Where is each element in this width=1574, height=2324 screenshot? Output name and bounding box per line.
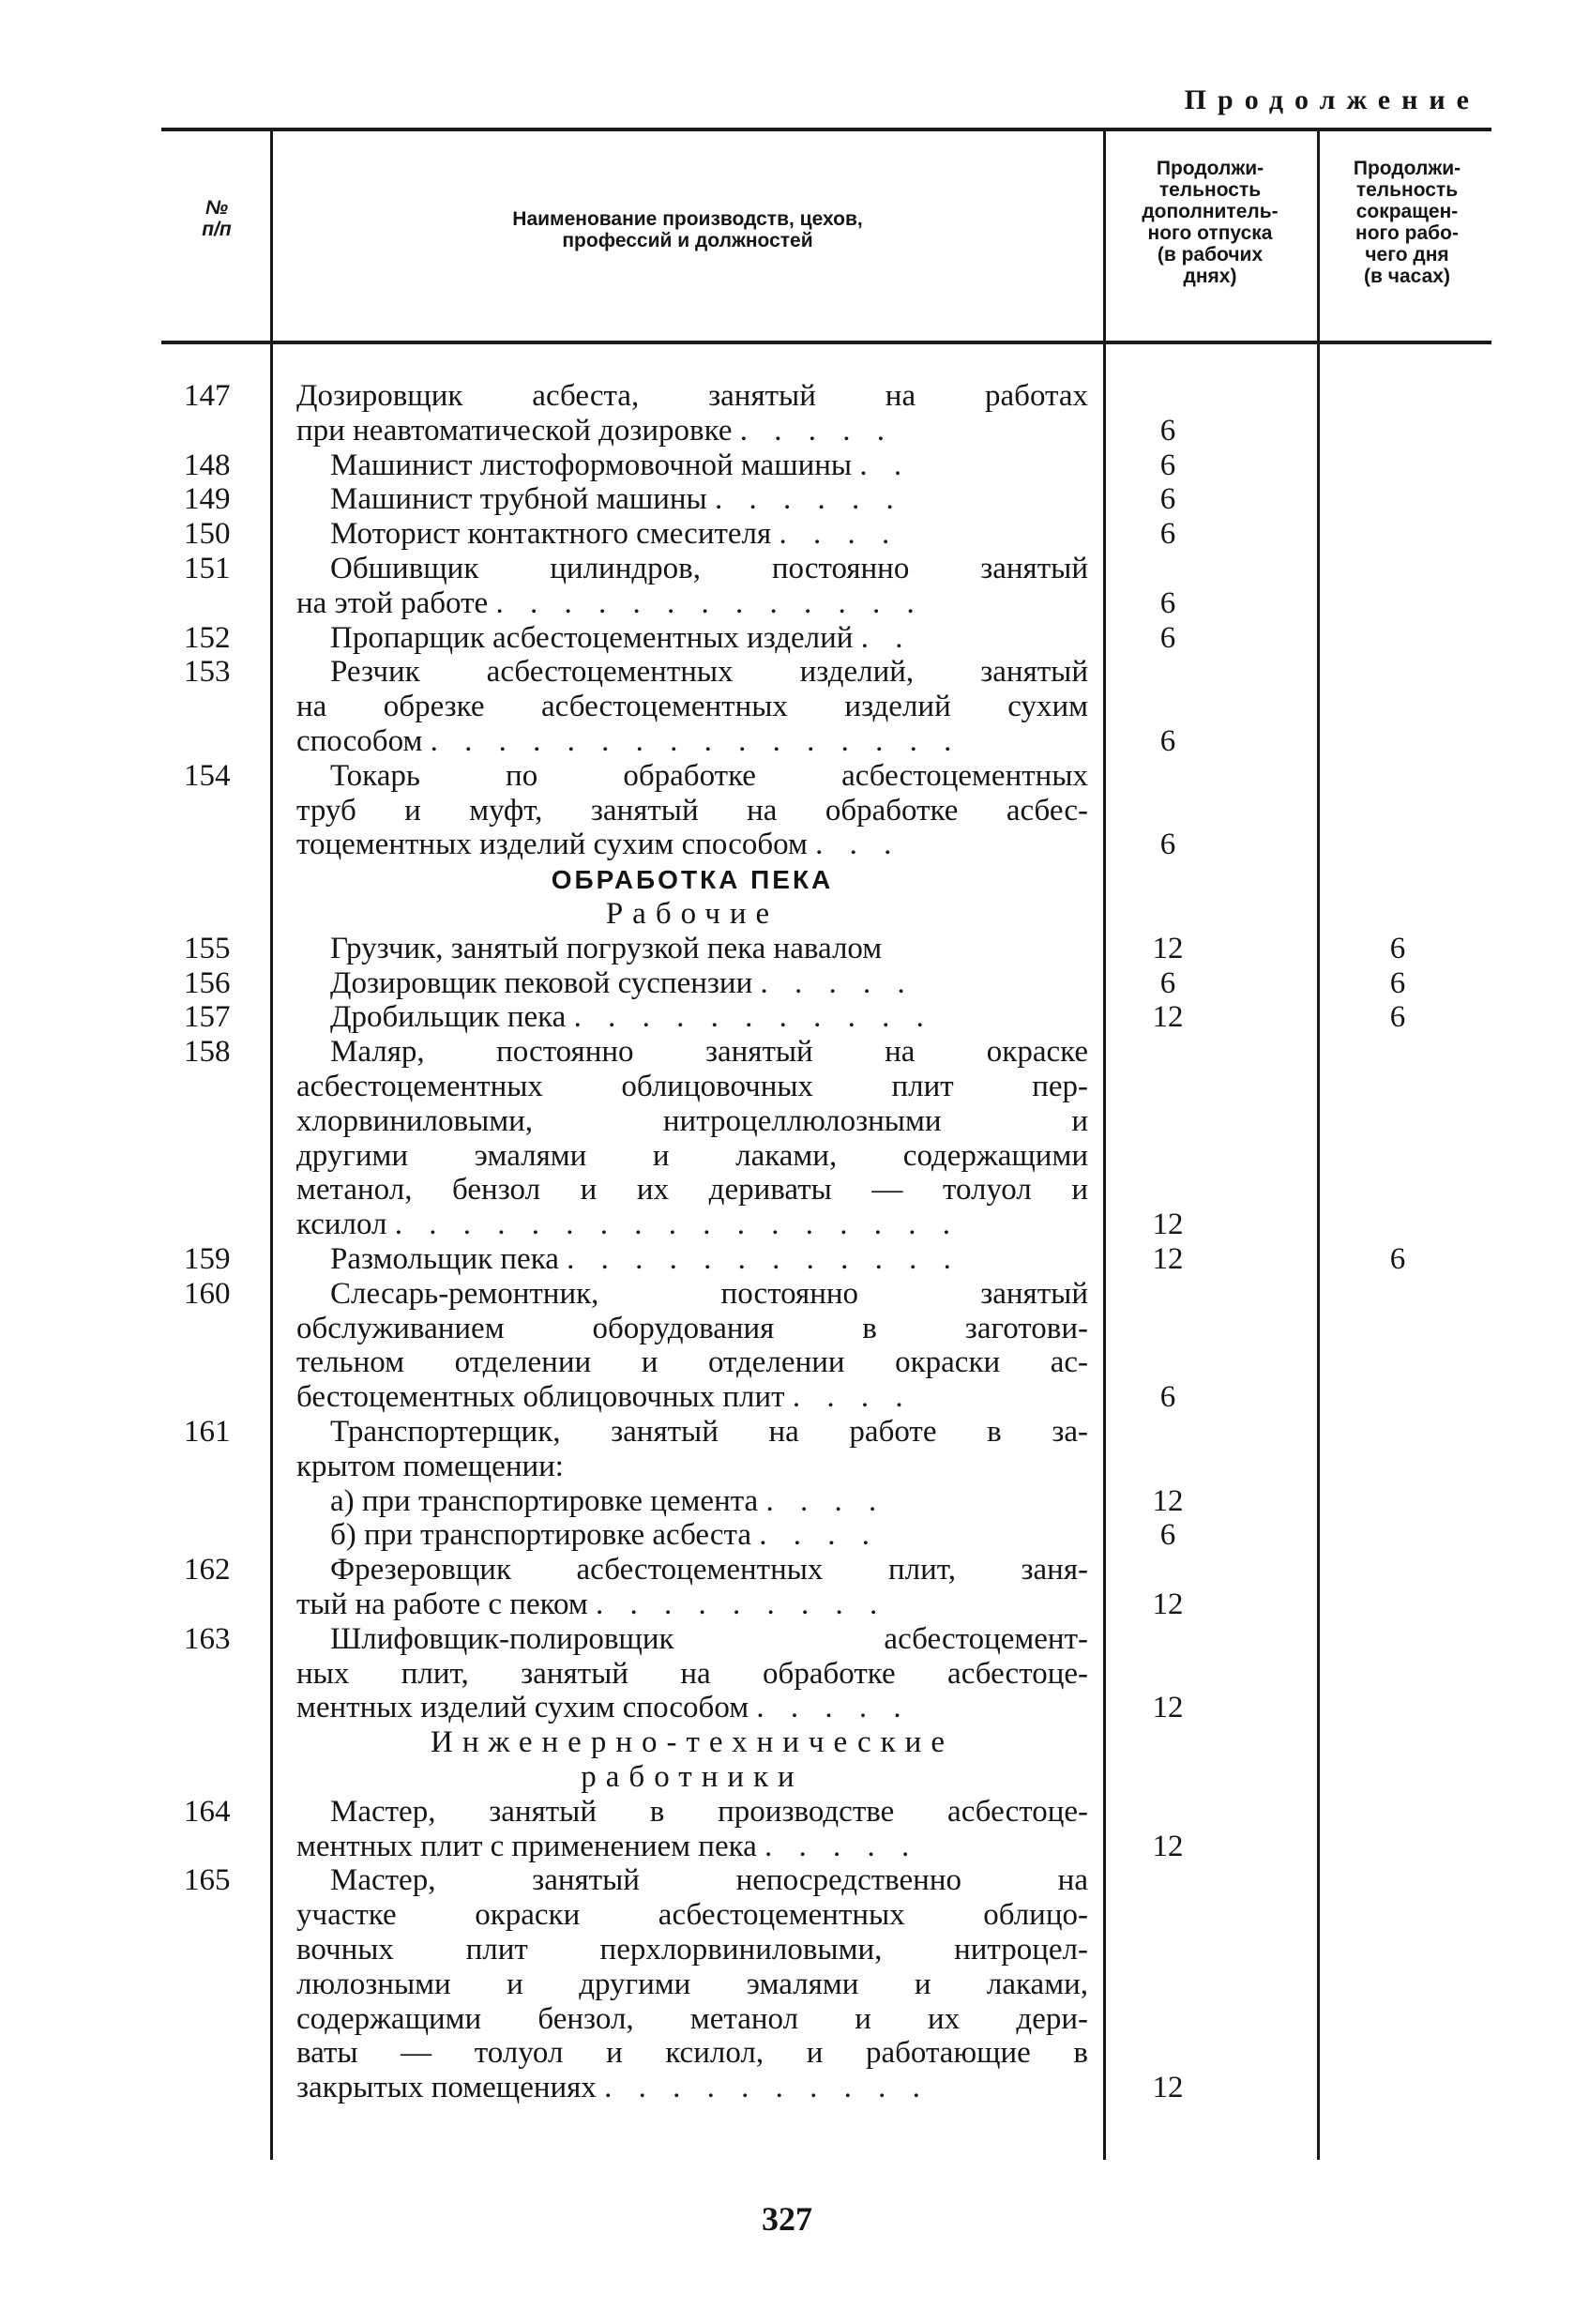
leader-dots: . . . . . . . . . .	[604, 2071, 930, 2104]
item-number: 158	[184, 1035, 231, 1069]
leave-days-value: 6	[1159, 414, 1176, 448]
item-text: на этой работе	[296, 586, 489, 620]
item-text: Размольщик пека	[330, 1242, 559, 1276]
item-text-line	[296, 1450, 1088, 1484]
table-top-rule	[161, 128, 1491, 131]
leave-days-value: 12	[1152, 1691, 1184, 1724]
item-text: ментных изделий сухим способом	[296, 1691, 749, 1724]
leader-dots: . . . .	[792, 1380, 913, 1414]
item-number: 164	[184, 1795, 231, 1829]
item-text-line	[296, 1415, 1088, 1450]
item-text: Мастер, занятый непосредственно на	[330, 1863, 1088, 1897]
item-text: Дробильщик пека	[330, 1000, 567, 1034]
item-text-line	[296, 1863, 1088, 1898]
header-leave	[1109, 158, 1311, 287]
item-text: хлорвиниловыми, нитроцеллюлозными и	[296, 1104, 1088, 1138]
leave-days-value: 6	[1159, 621, 1176, 655]
item-text-line	[296, 828, 1088, 862]
leader-dots: . . . . . . . . . . . . . . . .	[430, 724, 961, 758]
shortened-day-value: 6	[1389, 966, 1406, 1000]
item-number: 152	[184, 621, 231, 655]
leave-days-value: 6	[1159, 586, 1176, 620]
item-text: закрытых помещениях	[296, 2071, 597, 2104]
item-text-line	[296, 794, 1088, 828]
item-number: 150	[184, 517, 231, 551]
item-text-line	[296, 414, 1088, 448]
leave-days-value: 12	[1152, 1484, 1184, 1518]
leave-days-value: 12	[1152, 2071, 1184, 2104]
item-text-line	[296, 1587, 1088, 1622]
item-number: 160	[184, 1277, 231, 1311]
item-text-line	[296, 1795, 1088, 1830]
shortened-day-value: 6	[1389, 1000, 1406, 1034]
header-leave-text: Продолжи- тельность дополнитель- ного отпуска (в рабочих днях)	[1142, 158, 1279, 287]
item-text-line	[296, 1898, 1088, 1933]
leave-days-value: 6	[1159, 517, 1176, 551]
item-text-line	[296, 2002, 1088, 2037]
item-text-line	[296, 932, 1088, 966]
shortened-day-value: 6	[1389, 1242, 1406, 1276]
item-text-line	[296, 379, 1088, 414]
item-text: Транспортерщик, занятый на работе в за-	[330, 1415, 1088, 1449]
item-text: ваты — толуол и ксилол, и работающие в	[296, 2036, 1088, 2070]
item-text-line	[296, 1518, 1088, 1553]
item-text-line	[296, 759, 1088, 794]
header-number	[174, 197, 259, 240]
page-number: 327	[762, 2200, 812, 2238]
leave-days-value: 12	[1152, 1208, 1184, 1241]
item-text-line	[296, 1345, 1088, 1380]
leave-days-value: 6	[1159, 1518, 1176, 1552]
item-text: Машинист листоформовочной машины	[330, 448, 853, 482]
leader-dots: . . . . . . . . . . . . .	[495, 586, 924, 620]
item-text-line	[296, 1312, 1088, 1346]
item-text-line	[296, 1104, 1088, 1139]
leave-days-value: 6	[1159, 966, 1176, 1000]
item-text: содержащими бензол, метанол и их дери-	[296, 2002, 1088, 2036]
leader-dots: . . . . . . . . . . . .	[567, 1242, 961, 1276]
column-divider-3	[1317, 131, 1320, 2160]
leader-dots: . . . . .	[739, 414, 894, 448]
item-text-line	[296, 1208, 1088, 1242]
item-text: ксилол	[296, 1208, 387, 1241]
column-divider-2	[1103, 131, 1106, 2160]
item-number: 148	[184, 448, 231, 482]
item-text: Дозировщик асбеста, занятый на работах	[296, 379, 1088, 413]
item-number: 159	[184, 1242, 231, 1276]
item-text-line	[296, 517, 1088, 552]
item-text: ментных плит с применением пека	[296, 1830, 757, 1863]
leader-dots: . . . .	[765, 1484, 886, 1518]
item-text-line	[296, 1830, 1088, 1864]
leader-dots: . . . .	[779, 517, 900, 551]
shortened-day-value: 6	[1389, 932, 1406, 965]
item-text: вочных плит перхлорвиниловыми, нитроцел-	[296, 1933, 1088, 1967]
item-text-line	[296, 1035, 1088, 1070]
item-text-line	[296, 1967, 1088, 2002]
item-text-line	[296, 621, 1088, 656]
item-number: 157	[184, 1000, 231, 1034]
item-number: 163	[184, 1622, 231, 1656]
item-text: Маляр, постоянно занятый на окраске	[330, 1035, 1088, 1069]
header-day-text: Продолжи- тельность сокращен- ного рабо- чего дня (в часах)	[1353, 158, 1461, 287]
leave-days-value: 6	[1159, 828, 1176, 861]
item-text-line	[296, 2071, 1088, 2105]
header-name-text: Наименование производств, цехов, профессий и должностей	[512, 208, 863, 251]
item-text-line	[296, 1657, 1088, 1692]
item-text: метанол, бензол и их дериваты — толуол и	[296, 1173, 1088, 1207]
header-day	[1323, 158, 1491, 287]
section-heading: ОБРАБОТКА ПЕКА	[551, 865, 834, 894]
item-text: Шлифовщик-полировщик асбестоцемент-	[330, 1622, 1088, 1656]
leader-dots: . .	[860, 621, 913, 655]
section-heading: Рабочие	[605, 897, 779, 931]
item-text: обслуживанием оборудования в заготови-	[296, 1312, 1088, 1345]
leave-days-value: 6	[1159, 1380, 1176, 1414]
item-text-line	[296, 1242, 1088, 1277]
item-text: участке окраски асбестоцементных облицо-	[296, 1898, 1088, 1932]
item-text: Моторист контактного смесителя	[330, 517, 772, 551]
item-text: б) при транспортировке асбеста	[330, 1518, 752, 1552]
item-number: 147	[184, 379, 231, 413]
item-text: Токарь по обработке асбестоцементных	[330, 759, 1088, 793]
leader-dots: . . . .	[759, 1518, 880, 1552]
item-text-line	[296, 1070, 1088, 1104]
item-text: Резчик асбестоцементных изделий, занятый	[330, 655, 1088, 689]
item-text-line	[296, 1000, 1088, 1035]
leave-days-value: 12	[1152, 932, 1184, 965]
item-text-line	[296, 1691, 1088, 1725]
item-text: а) при транспортировке цемента	[330, 1484, 759, 1518]
item-number: 156	[184, 966, 231, 1000]
leader-dots: . .	[859, 448, 912, 482]
item-text-line	[296, 724, 1088, 759]
item-text-line	[296, 448, 1088, 483]
column-divider-1	[270, 131, 273, 2160]
item-text: Дозировщик пековой суспензии	[330, 966, 753, 1000]
header-bottom-rule	[161, 341, 1491, 344]
item-text: Фрезеровщик асбестоцементных плит, заня-	[330, 1553, 1088, 1587]
item-number: 165	[184, 1863, 231, 1897]
item-text: тоцементных изделий сухим способом	[296, 828, 808, 861]
item-text-line	[296, 1173, 1088, 1208]
item-text: при неавтоматической дозировке	[296, 414, 733, 448]
item-text-line	[296, 1622, 1088, 1657]
item-text-line	[296, 1380, 1088, 1415]
leader-dots: . . . . . . . . .	[595, 1587, 887, 1621]
item-text-line	[296, 1933, 1088, 1967]
item-text: Слесарь-ремонтник, постоянно занятый	[330, 1277, 1088, 1311]
item-text: Мастер, занятый в производстве асбестоце-	[330, 1795, 1088, 1829]
item-text-line	[296, 966, 1088, 1001]
item-text: Пропарщик асбестоцементных изделий	[330, 621, 854, 655]
continuation-label: Продолжение	[1184, 84, 1480, 115]
item-text-line	[296, 690, 1088, 724]
leave-days-value: 6	[1159, 482, 1176, 516]
leader-dots: . . .	[815, 828, 901, 861]
item-text: Обшивщик цилиндров, постоянно занятый	[330, 552, 1088, 585]
item-number: 151	[184, 552, 231, 585]
leader-dots: . . . . .	[764, 1830, 919, 1863]
item-text-line	[296, 655, 1088, 690]
item-text: другими эмалями и лаками, содержащими	[296, 1139, 1088, 1173]
leave-days-value: 12	[1152, 1830, 1184, 1863]
leader-dots: . . . . .	[756, 1691, 911, 1724]
item-number: 162	[184, 1553, 231, 1587]
section-heading: работники	[581, 1760, 804, 1794]
item-number: 154	[184, 759, 231, 793]
item-number: 161	[184, 1415, 231, 1449]
item-text: Грузчик, занятый погрузкой пека навалом	[330, 932, 883, 965]
item-text: ных плит, занятый на обработке асбестоце-	[296, 1657, 1088, 1691]
item-text-line	[296, 552, 1088, 586]
item-text-line	[296, 586, 1088, 621]
leave-days-value: 6	[1159, 724, 1176, 758]
leave-days-value: 12	[1152, 1242, 1184, 1276]
item-text-line	[296, 1484, 1088, 1519]
leader-dots: . . . . . .	[714, 482, 903, 516]
header-name	[281, 208, 1094, 251]
header-number-text: № п/п	[202, 197, 232, 240]
leader-dots: . . . . . . . . . . . . . . . . .	[394, 1208, 961, 1241]
item-text: тельном отделении и отделении окраски ас-	[296, 1345, 1088, 1379]
leave-days-value: 6	[1159, 448, 1176, 482]
section-heading: Инженерно-технические	[431, 1725, 954, 1759]
item-number: 155	[184, 932, 231, 965]
item-text: Машинист трубной машины	[330, 482, 707, 516]
item-text: тый на работе с пеком	[296, 1587, 588, 1621]
item-text-line	[296, 1553, 1088, 1587]
item-text: люлозными и другими эмалями и лаками,	[296, 1967, 1088, 2001]
leader-dots: . . . . .	[760, 966, 915, 1000]
item-text: асбестоцементных облицовочных плит пер-	[296, 1070, 1088, 1103]
item-text-line	[296, 2036, 1088, 2071]
item-text-line	[296, 482, 1088, 517]
item-text: на обрезке асбестоцементных изделий сухим	[296, 690, 1088, 723]
item-text: крытом помещении:	[296, 1450, 564, 1483]
item-text: труб и муфт, занятый на обработке асбес-	[296, 794, 1088, 828]
item-text-line	[296, 1139, 1088, 1174]
item-text: бестоцементных облицовочных плит	[296, 1380, 785, 1414]
item-text: способом	[296, 724, 423, 758]
leave-days-value: 12	[1152, 1587, 1184, 1621]
leader-dots: . . . . . . . . . . .	[573, 1000, 933, 1034]
item-number: 149	[184, 482, 231, 516]
item-text-line	[296, 1277, 1088, 1312]
item-number: 153	[184, 655, 231, 689]
leave-days-value: 12	[1152, 1000, 1184, 1034]
